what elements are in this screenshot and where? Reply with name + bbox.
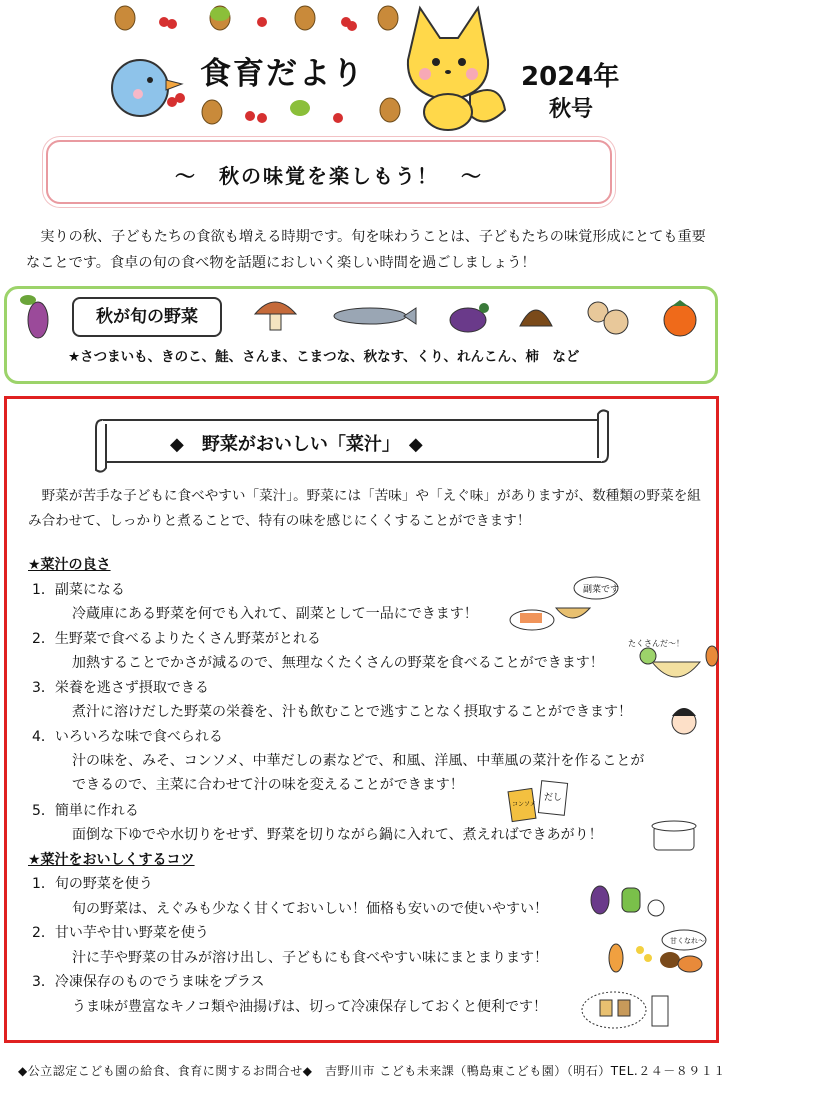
- tip-title: 2．甘い芋や甘い野菜を使う: [32, 925, 209, 941]
- issue-year: 2024年: [521, 62, 620, 92]
- intro-paragraph: 実りの秋、子どもたちの食欲も増える時期です。旬を味わうことは、子どもたちの味覚形成にとても重要なことです。食卓の旬の食べ物を話題におしいく楽しい時間を過ごしましょう！: [26, 229, 706, 271]
- bubble-takusan: たくさんだ～！: [628, 639, 684, 648]
- child-eating-icon: [672, 708, 696, 734]
- page-title: 食育だより: [200, 56, 365, 92]
- bubble-amakute: 甘くなれ～: [670, 937, 705, 945]
- vegetables-icon: [591, 886, 664, 916]
- soup-bowl-icon: [640, 646, 718, 677]
- tip-desc: 旬の野菜は、えぐみも少なく甘くておいしい！価格も安いので使いやすい！: [72, 901, 548, 917]
- benefits-heading: ★菜汁の良さ: [28, 557, 111, 573]
- tip-title: 3．冷凍保存のものでうま味をプラス: [32, 974, 265, 990]
- benefit-desc: 汁の味を、みそ、コンソメ、中華だしの素などで、和風、洋風、中華風の菜汁を作ることが: [72, 753, 645, 769]
- benefit-title: 1．副菜になる: [32, 582, 125, 598]
- season-veg-label: 秋が旬の野菜: [72, 297, 222, 337]
- season-veg-list: ★さつまいも、きのこ、鮭、さんま、こまつな、秋なす、くり、れんこん、柿 など: [68, 349, 580, 365]
- benefit-title: 5．簡単に作れる: [32, 803, 139, 819]
- tips-heading: ★菜汁をおいしくするコツ: [28, 852, 195, 868]
- article-title: ◆ 野菜がおいしい「菜汁」 ◆: [170, 434, 423, 455]
- subtitle: ～ 秋の味覚を楽しもう！ ～: [175, 164, 483, 188]
- benefit-desc: 加熱することでかさが減るので、無理なくたくさんの野菜を食べることができます！: [72, 655, 604, 671]
- label-consomme: コンソメ: [512, 801, 536, 808]
- label-dashi: だし: [544, 793, 563, 803]
- benefit-desc: 冷蔵庫にある野菜を何でも入れて、副菜として一品にできます！: [72, 606, 478, 622]
- issue-season: 秋号: [549, 97, 594, 122]
- benefit-desc: 煮汁に溶けだした野菜の栄養を、汁も飲むことで逃すことなく摂取することができます！: [72, 704, 632, 720]
- benefit-title: 2．生野菜で食べるよりたくさん野菜がとれる: [32, 631, 321, 647]
- tip-title: 1．旬の野菜を使う: [32, 876, 153, 892]
- benefit-title: 3．栄養を逃さず摂取できる: [32, 680, 209, 696]
- freezer-icon: [582, 992, 668, 1028]
- tip-desc: うま味が豊富なキノコ類や油揚げは、切って冷凍保存しておくと便利です！: [72, 999, 548, 1015]
- benefit-title: 4．いろいろな味で食べられる: [32, 729, 223, 745]
- tip-desc: 汁に芋や野菜の甘みが溶け出し、子どもにも食べやすい味にまとまります！: [72, 950, 548, 966]
- bubble-fukusai: 副菜です: [583, 585, 620, 595]
- article-lead: 野菜が苦手な子どもに食べやすい「菜汁」。野菜には「苦味」や「えぐ味」がありますが、数種類の野菜を組み合わせて、しっかりと煮ることで、特有の味を感じにくくすることができます！: [28, 488, 701, 529]
- pot-icon: [652, 821, 696, 850]
- benefit-desc-cont: できるので、主菜に合わせて汁の味を変えることができます！: [72, 777, 464, 793]
- footer-contact: ◆公立認定こども園の給食、食育に関するお問合せ◆ 吉野川市 こども未来課（鴨島東こども園）（明石）TEL.２４－８９１１: [18, 1064, 726, 1078]
- benefit-desc: 面倒な下ゆでや水切りをせず、野菜を切りながら鍋に入れて、煮えればできあがり！: [72, 827, 603, 843]
